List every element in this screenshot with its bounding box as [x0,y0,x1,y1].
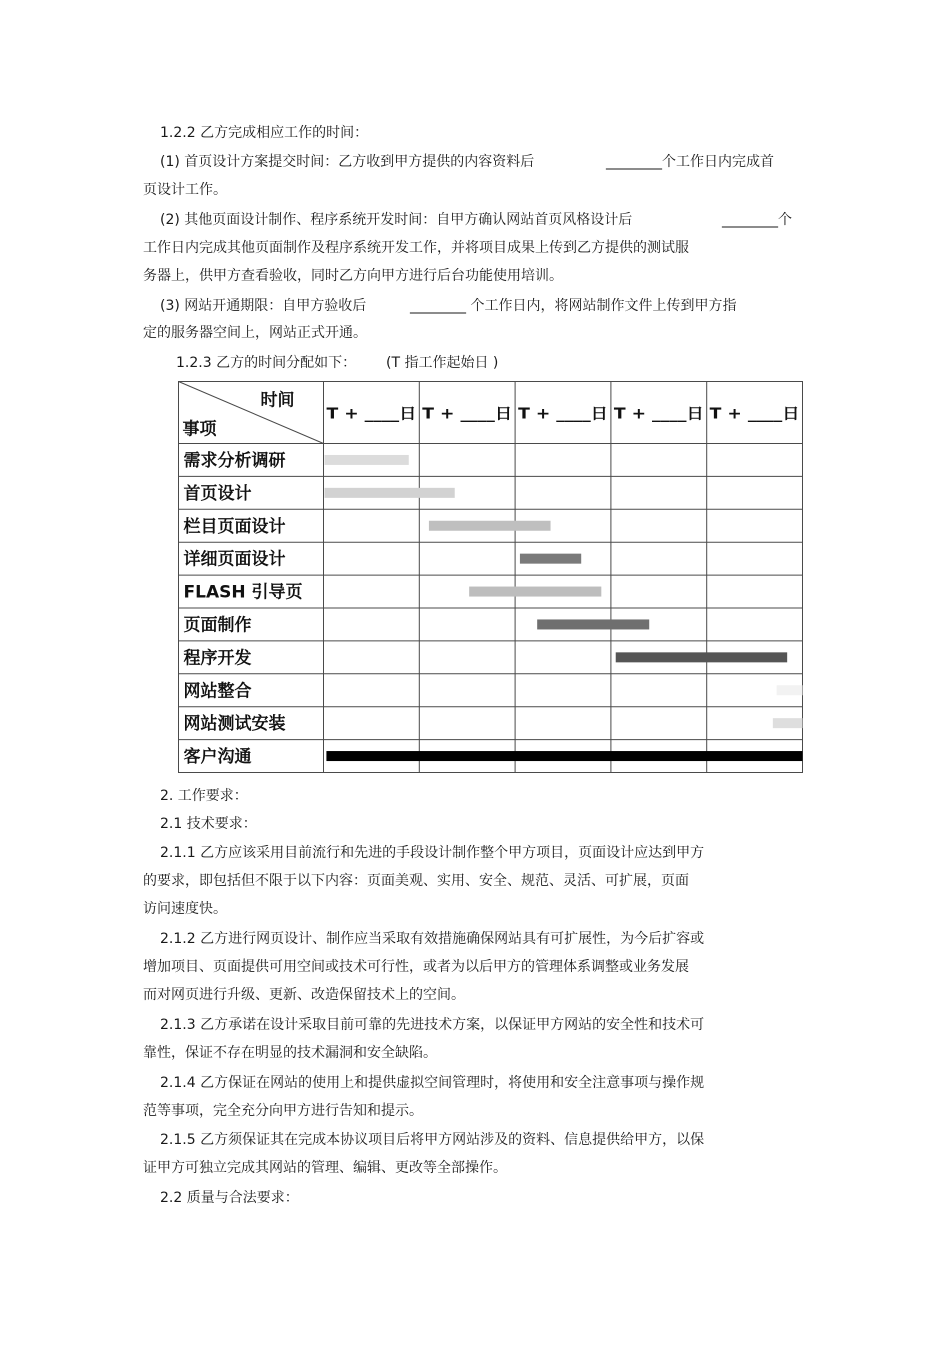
gantt-bar-首页设计 [325,488,455,498]
para-2-1-1-line2: 的要求，即包括但不限于以下内容：页面美观、实用、安全、规范、灵活、可扩展，页面 [143,873,689,889]
row-label-4: 详细页面设计 [183,549,286,570]
row-label-1: 需求分析调研 [183,450,286,471]
item1-blank: ________个工作日内完成首 [606,154,774,170]
gantt-bar-客户沟通 [326,751,802,761]
para-2-1-3-line1: 2.1.3 乙方承诺在设计采取目前可靠的先进技术方案，以保证甲方网站的安全性和技术可 [160,1017,705,1033]
item2-cont2: 务器上，供甲方查看验收，同时乙方向甲方进行后台功能使用培训。 [143,268,563,284]
heading-2: 2. 工作要求： [160,788,248,804]
item2-label: (2) 其他页面设计制作、程序系统开发时间：自甲方确认网站首页风格设计后 [160,212,633,228]
corner-item-label: 事项 [182,419,217,440]
gantt-bar-FLASH 引导页 [469,587,601,597]
row-label-8: 网站整合 [183,681,252,702]
column-header-5: T + ____日 [709,404,800,423]
item1-label: (1) 首页设计方案提交时间：乙方收到甲方提供的内容资料后 [160,154,535,170]
heading-2-2: 2.2 质量与合法要求： [160,1190,299,1206]
column-header-2: T + ____日 [422,404,513,423]
heading-2-1: 2.1 技术要求： [160,816,257,832]
row-label-6: 页面制作 [183,615,252,636]
para-2-1-4-line1: 2.1.4 乙方保证在网站的使用上和提供虚拟空间管理时，将使用和安全注意事项与操作规 [160,1075,705,1091]
para-2-1-4-line2: 范等事项，完全充分向甲方进行告知和提示。 [143,1103,423,1119]
gantt-bar-网站测试安装 [773,718,803,728]
column-header-3: T + ____日 [518,404,608,423]
heading-1-2-3: 1.2.3 乙方的时间分配如下： [176,355,357,371]
gantt-bar-详细页面设计 [520,554,581,564]
para-2-1-2-line1: 2.1.2 乙方进行网页设计、制作应当采取有效措施确保网站具有可扩展性，为今后扩容或 [160,931,705,947]
row-label-3: 栏目页面设计 [183,516,286,537]
gantt-bar-页面制作 [537,619,649,629]
para-2-1-1-line3: 访问速度快。 [143,901,227,917]
row-label-10: 客户沟通 [183,747,252,768]
column-header-1: T + ____日 [326,404,417,423]
gantt-bar-网站整合 [777,685,803,695]
schedule-gantt-chart [178,381,803,773]
row-label-9: 网站测试安装 [183,714,286,735]
para-2-1-5-line1: 2.1.5 乙方须保证其在完成本协议项目后将甲方网站涉及的资料、信息提供给甲方，以保 [160,1132,705,1148]
heading-1-2-3-note: (T 指工作起始日 ) [386,355,499,371]
item3-label: (3) 网站开通期限：自甲方验收后 [160,298,367,314]
para-2-1-3-line2: 靠性，保证不存在明显的技术漏洞和安全缺陷。 [143,1045,437,1061]
para-2-1-2-line3: 而对网页进行升级、更新、改造保留技术上的空间。 [143,987,465,1003]
para-2-1-1-line1: 2.1.1 乙方应该采用目前流行和先进的手段设计制作整个甲方项目，页面设计应达到甲方 [160,845,705,861]
schedule-table [178,381,803,773]
gantt-bar-栏目页面设计 [429,521,551,531]
heading-1-2-2: 1.2.2 乙方完成相应工作的时间： [160,125,369,141]
item1-cont: 页设计工作。 [143,182,227,198]
row-label-5: FLASH 引导页 [183,582,303,603]
column-header-4: T + ____日 [613,404,704,423]
item3-cont: 定的服务器空间上，网站正式开通。 [143,325,367,341]
item3-blank: ________ 个工作日内，将网站制作文件上传到甲方指 [410,298,737,314]
row-label-7: 程序开发 [183,648,252,669]
gantt-bar-程序开发 [616,652,787,662]
row-label-2: 首页设计 [183,483,252,504]
para-2-1-2-line2: 增加项目、页面提供可用空间或技术可行性，或者为以后甲方的管理体系调整或业务发展 [143,959,689,975]
item2-blank: ________个 [722,212,792,228]
corner-time-label: 时间 [260,390,295,411]
gantt-bar-需求分析调研 [325,455,409,465]
item2-cont1: 工作日内完成其他页面制作及程序系统开发工作，并将项目成果上传到乙方提供的测试服 [143,240,689,256]
para-2-1-5-line2: 证甲方可独立完成其网站的管理、编辑、更改等全部操作。 [143,1160,507,1176]
